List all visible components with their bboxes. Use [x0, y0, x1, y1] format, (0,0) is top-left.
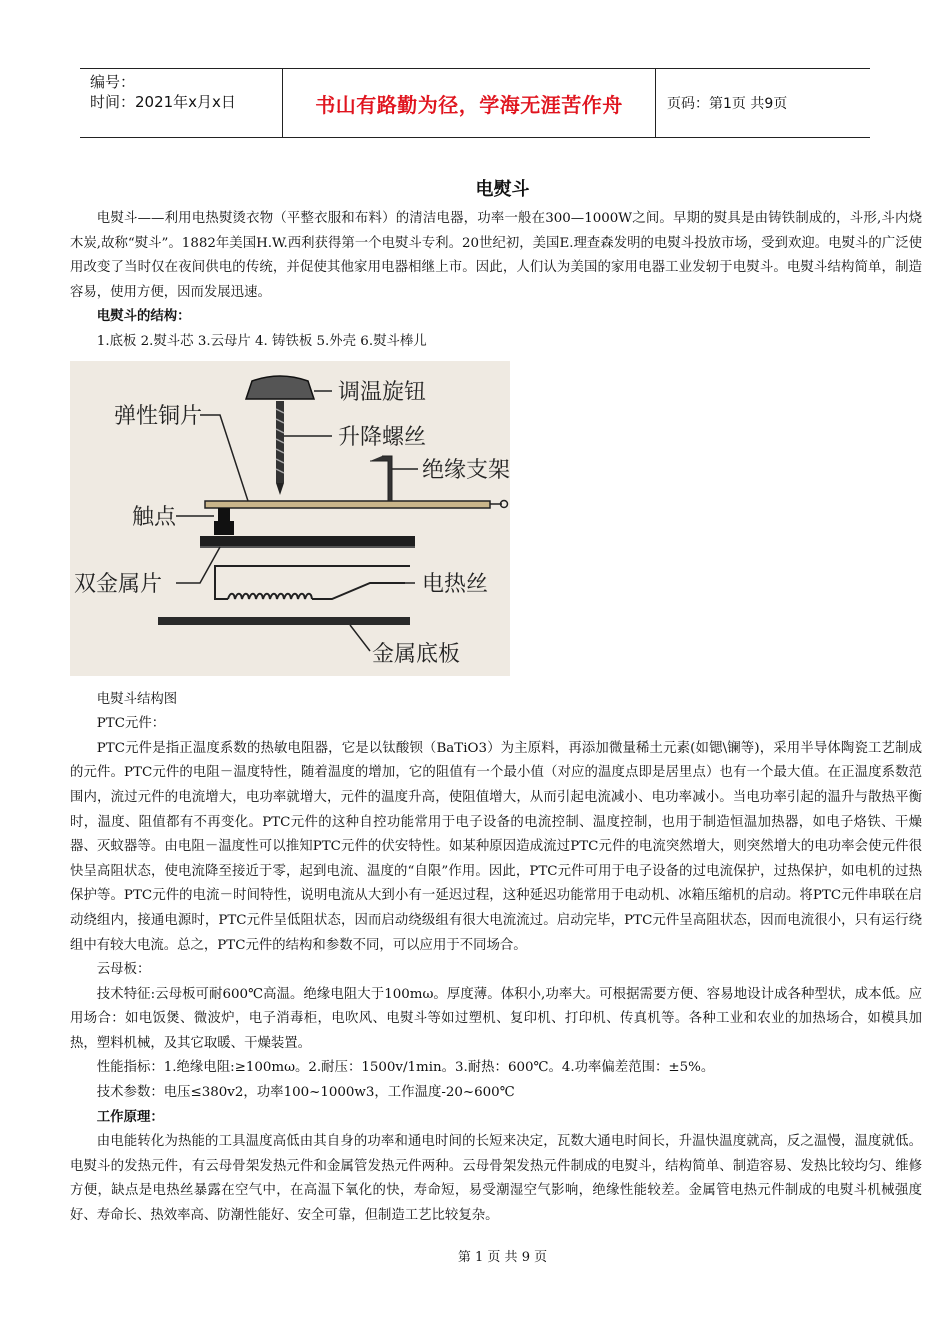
- elastic-copper-strip: [205, 501, 490, 508]
- date-label: 时间：2021年x月x日: [90, 93, 236, 111]
- insulating-bracket: [370, 456, 392, 501]
- label-baseplate: 金属底板: [372, 641, 461, 667]
- header-table: [80, 68, 870, 138]
- ptc-paragraph: PTC元件是指正温度系数的热敏电阻器，它是以钛酸钡（BaTiO3）为主原料，再添加微量稀土元素(如锶\镧等)，采用半导体陶瓷工艺制成的元件。PTC元件的电阻－温度特性，随着温度的增加，它的阻值有一个最小值（对应的温度点即是居里点）也有一个最大值。在正温度系数范围内，流过元件的电流增大，电功率就增大，元件的温度升高，使阻值增大，从而引起电流减小、电功率减小。当电功率引起的温升与散热平衡时，温度、阻值都有不再变化。PTC元件的这种自控功能常用于电子设备的电流控制、温度控制，也用于制造恒温加热器，如电子烙铁、干燥器、灭蚊器等。由电阻－温度性可以推知PTC元件的伏安特性。如某种原因造成流过PTC元件的电流突然增大，则突然增大的电功率会使元件很快呈高阻状态，使电流降至接近于零，起到电流、温度的“自限”作用。因此，PTC元件可用于电子设备的过电流保护，过热保护，如电机的过热保护等。PTC元件的电流－时间特性，说明电流从大到小有一延迟过程，这种延迟功能常用于电动机、冰箱压缩机的启动。将PTC元件串联在启动绕组内，接通电源时，PTC元件呈低阻状态，因而启动绕级组有很大电流流过。启动完毕，PTC元件呈高阻状态，因而电流很小，只有运行绕组中有较大电流。总之，PTC元件的结构和参数不同，可以应用于不同场合。: [70, 740, 922, 953]
- mica-performance: 性能指标：1.绝缘电阻:≥100mω。2.耐压：1500v/1min。3.耐热：600℃。4.功率偏差范围：±5%。: [96, 1060, 715, 1076]
- temperature-knob: [246, 376, 314, 399]
- structure-heading: 电熨斗的结构：: [96, 309, 191, 325]
- header-left-cell: [80, 69, 282, 137]
- label-copper: 弹性铜片: [114, 403, 203, 429]
- header-motto-cell: [282, 69, 656, 137]
- label-screw: 升降螺丝: [338, 424, 427, 450]
- label-heater: 电热丝: [422, 571, 489, 597]
- document-body: [70, 207, 922, 1229]
- ptc-heading: PTC元件：: [96, 716, 166, 732]
- label-bracket: 绝缘支架: [422, 457, 510, 483]
- iron-structure-figure: [70, 361, 510, 676]
- page-info: 页码：第1页 共9页: [667, 96, 788, 112]
- metal-base-plate: [158, 617, 410, 625]
- mica-tech-paragraph: 技术特征:云母板可耐600℃高温。绝缘电阻大于100mω。厚度薄。体积小,功率大。可根据需要方便、容易地设计成各种型状，成本低。应用场合：如电饭煲、微波炉，电子消毒柜，电吹风、电熨斗等如过塑机、复印机、打印机、传真机等。各种工业和农业的加热场合，如模具加热，塑料机械，及其它取暖、干燥装置。: [70, 986, 922, 1051]
- mica-heading: 云母板：: [96, 962, 151, 978]
- principle-paragraph: 由电能转化为热能的工具温度高低由其自身的功率和通电时间的长短来决定，瓦数大通电时间长，升温快温度就高，反之温慢，温度就低。电熨斗的发热元件，有云母骨架发热元件和金属管发热元件两种。云母骨架发热元件制成的电熨斗，结构简单、制造容易、发热比较均匀、维修方便，缺点是电热丝暴露在空气中，在高温下氧化的快，寿命短，易受潮湿空气影响，绝缘性能较差。金属管电热元件制成的电熨斗机械强度好、寿命长、热效率高、防潮性能好、安全可靠，但制造工艺比较复杂。: [70, 1134, 922, 1224]
- figure-caption: 电熨斗结构图: [96, 691, 178, 707]
- label-bimetal: 双金属片: [74, 571, 163, 597]
- principle-heading: 工作原理：: [96, 1109, 164, 1125]
- page-title: 电熨斗: [475, 179, 530, 200]
- motto: 书山有路勤为径，学海无涯苦作舟: [315, 92, 623, 117]
- structure-list: 1.底板 2.熨斗芯 3.云母片 4. 铸铁板 5.外壳 6.熨斗棒儿: [96, 333, 427, 349]
- intro-paragraph: 电熨斗——利用电热熨烫衣物（平整衣服和布料）的清洁电器，功率一般在300—1000W之间。早期的熨具是由铸铁制成的，斗形,斗内烧木炭,故称“熨斗”。1882年美国H.W.西利获得第一个电熨斗专利。20世纪初，美国E.理查森发明的电熨斗投放市场，受到欢迎。电熨斗的广泛使用改变了当时仅在夜间供电的传统，并促使其他家用电器相继上市。因此，人们认为美国的家用电器工业发轫于电熨斗。电熨斗结构简单，制造容易，使用方便，因而发展迅速。: [70, 211, 922, 300]
- bimetal-strip: [200, 536, 415, 546]
- mica-parameters: 技术参数：电压≤380v2，功率100~1000w3，工作温度-20~600℃: [96, 1085, 515, 1101]
- label-contact: 触点: [132, 504, 177, 530]
- label-knob: 调温旋钮: [338, 379, 427, 405]
- header-page-cell: [655, 69, 870, 137]
- page-footer: 第 1 页 共 9 页: [457, 1250, 548, 1265]
- serial-label: 编号：: [90, 73, 136, 91]
